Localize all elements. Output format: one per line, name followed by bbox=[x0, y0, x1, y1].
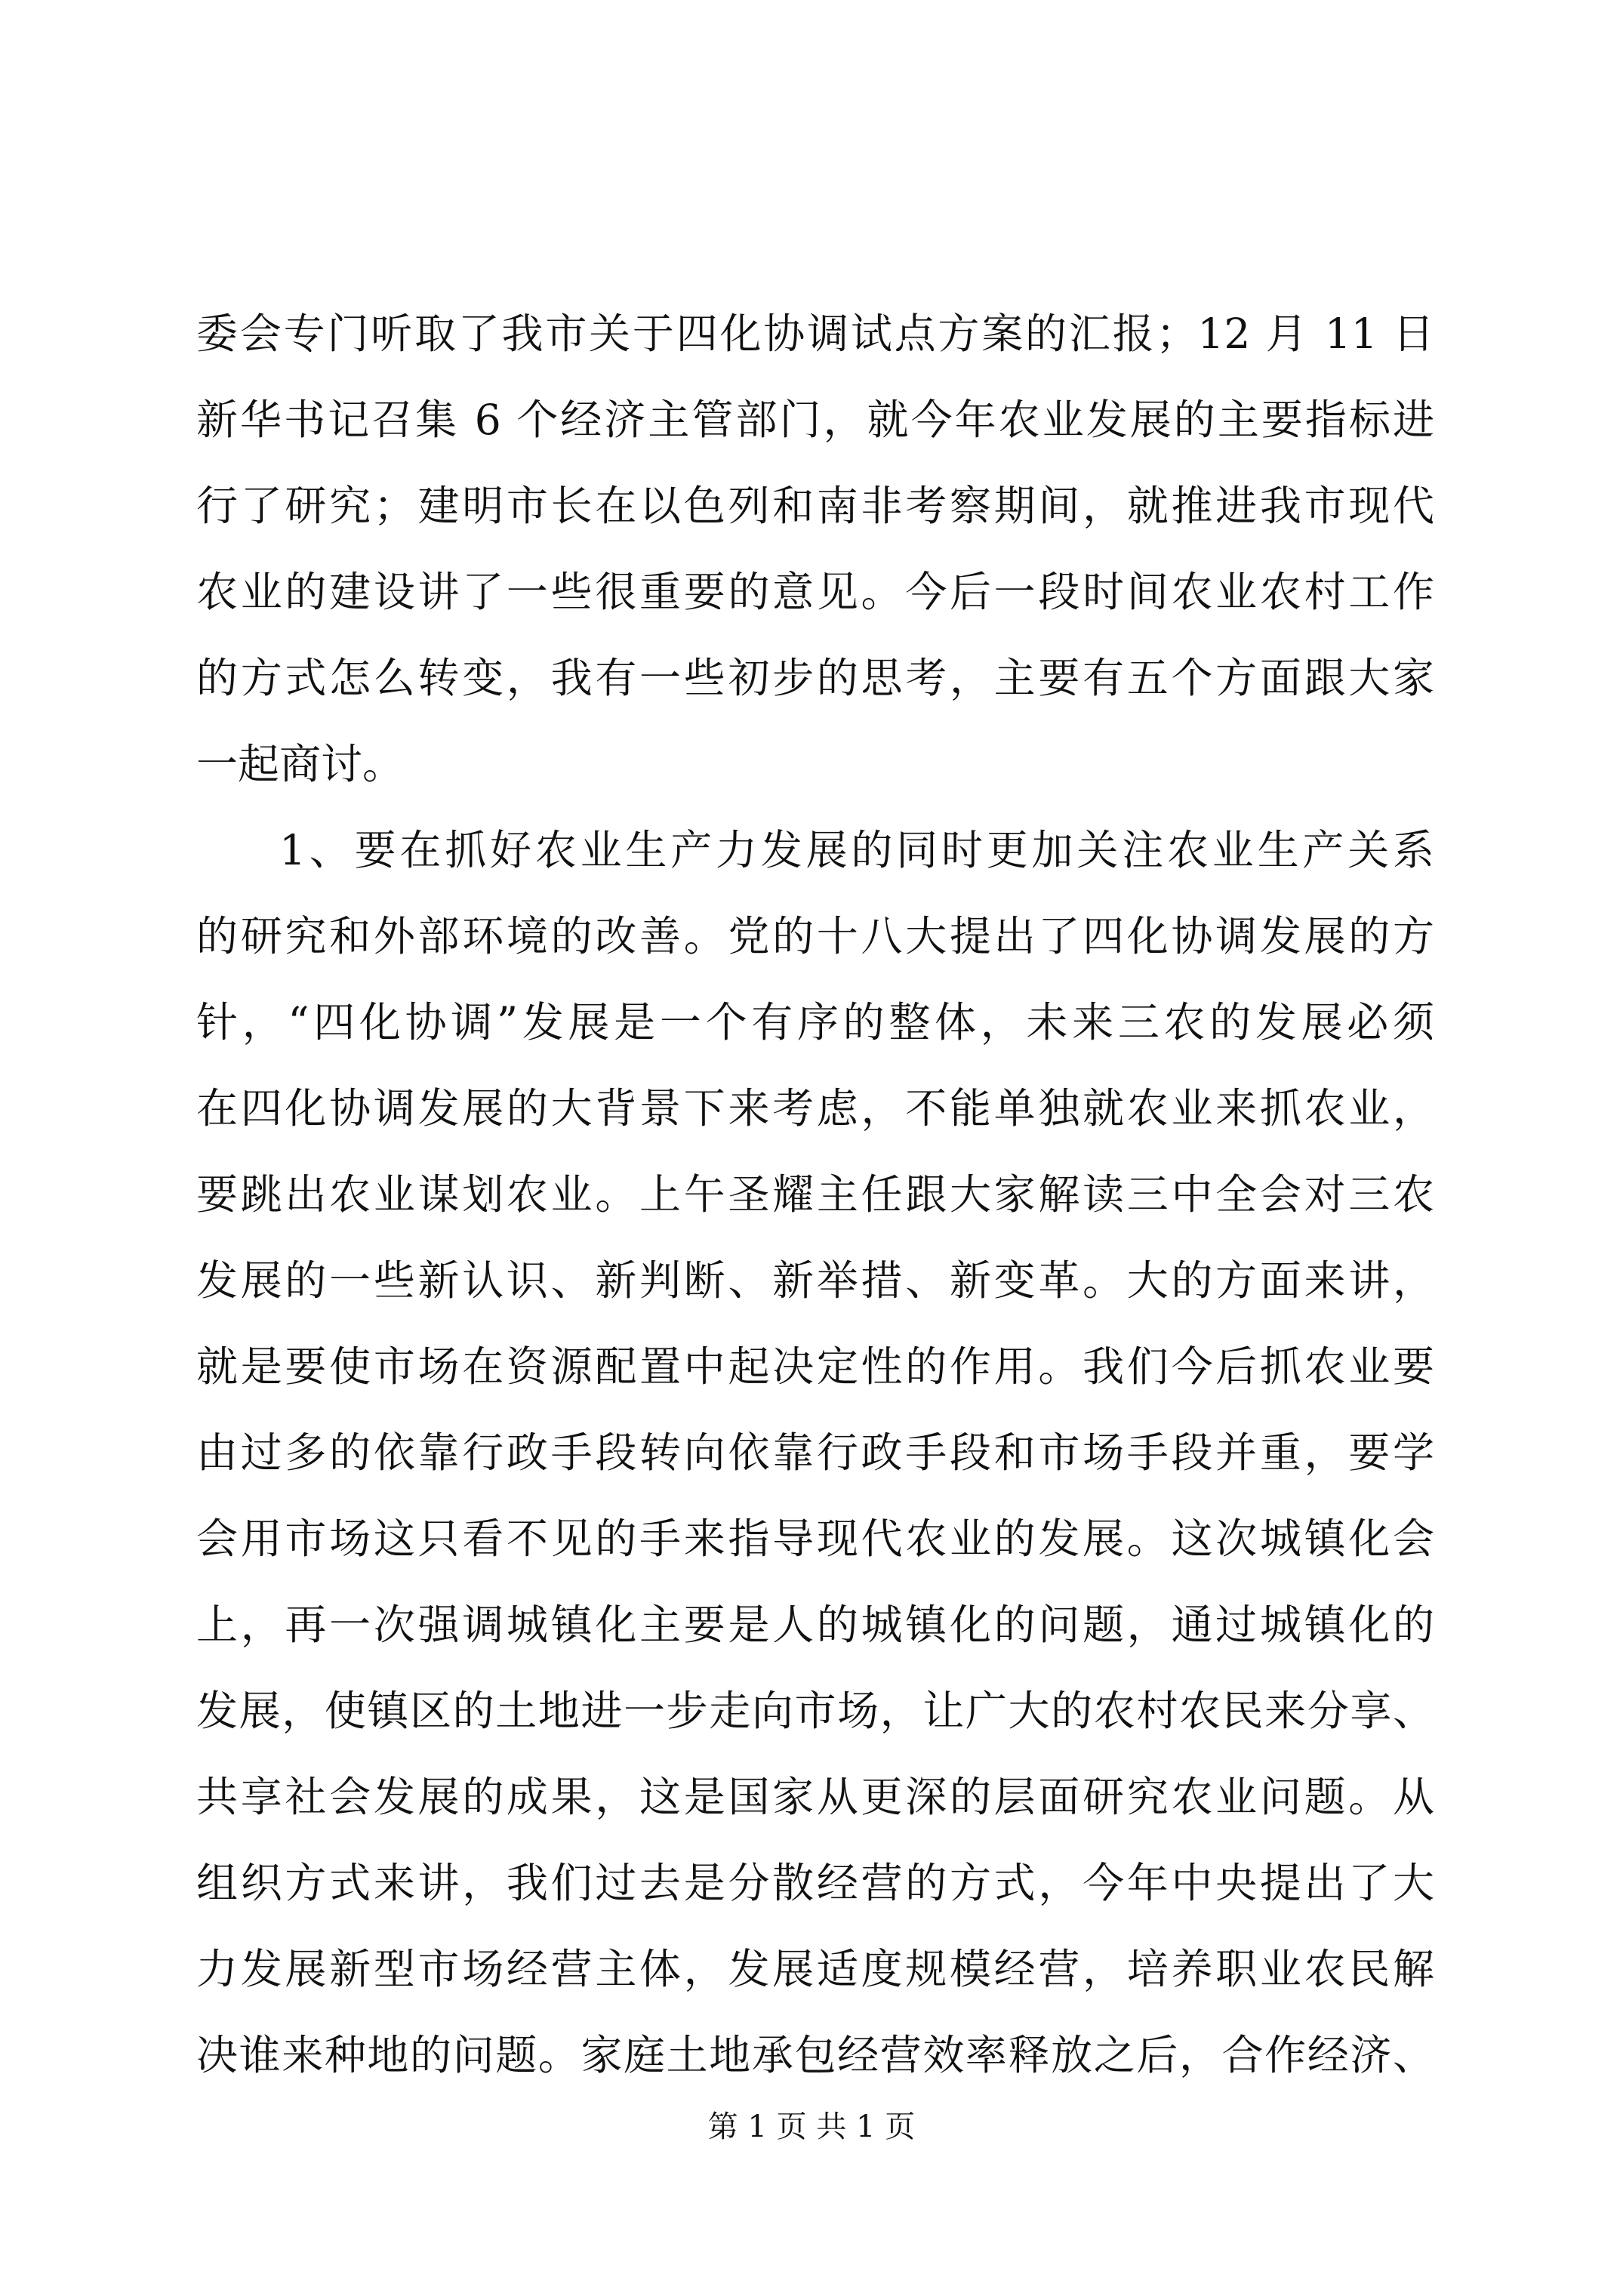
text-line: 1、要在抓好农业生产力发展的同时更加关注农业生产关系 bbox=[279, 826, 1434, 874]
text-line: 委会专门听取了我市关于四化协调试点方案的汇报；12 月 11 日 bbox=[196, 310, 1434, 358]
text-line: 的研究和外部环境的改善。党的十八大提出了四化协调发展的方 bbox=[196, 912, 1434, 960]
text-line: 组织方式来讲，我们过去是分散经营的方式，今年中央提出了大 bbox=[196, 1859, 1434, 1907]
text-line: 力发展新型市场经营主体，发展适度规模经营，培养职业农民解 bbox=[196, 1945, 1434, 1993]
text-line: 的方式怎么转变，我有一些初步的思考，主要有五个方面跟大家 bbox=[196, 654, 1434, 702]
text-line: 发展，使镇区的土地进一步走向市场，让广大的农村农民来分享、 bbox=[196, 1687, 1434, 1735]
text-line: 行了研究；建明市长在以色列和南非考察期间，就推进我市现代 bbox=[196, 482, 1434, 530]
page-number-label: 第 1 页 共 1 页 bbox=[707, 2110, 916, 2144]
text-line: 上，再一次强调城镇化主要是人的城镇化的问题，通过城镇化的 bbox=[196, 1601, 1434, 1649]
text-line: 要跳出农业谋划农业。上午圣耀主任跟大家解读三中全会对三农 bbox=[196, 1170, 1434, 1219]
text-line: 针，“四化协调”发展是一个有序的整体，未来三农的发展必须 bbox=[196, 998, 1434, 1046]
text-line: 会用市场这只看不见的手来指导现代农业的发展。这次城镇化会 bbox=[196, 1515, 1434, 1563]
document-body bbox=[196, 291, 1434, 2098]
text-line: 农业的建设讲了一些很重要的意见。今后一段时间农业农村工作 bbox=[196, 568, 1434, 616]
text-line: 发展的一些新认识、新判断、新举措、新变革。大的方面来讲， bbox=[196, 1256, 1434, 1305]
text-line: 决谁来种地的问题。家庭土地承包经营效率释放之后，合作经济、 bbox=[196, 2031, 1434, 2079]
page-footer bbox=[0, 2103, 1623, 2146]
text-line: 由过多的依靠行政手段转向依靠行政手段和市场手段并重，要学 bbox=[196, 1428, 1434, 1477]
text-line: 一起商讨。 bbox=[196, 740, 405, 788]
text-line: 在四化协调发展的大背景下来考虑，不能单独就农业来抓农业， bbox=[196, 1084, 1434, 1133]
text-line: 就是要使市场在资源配置中起决定性的作用。我们今后抓农业要 bbox=[196, 1342, 1434, 1391]
text-line: 共享社会发展的成果，这是国家从更深的层面研究农业问题。从 bbox=[196, 1773, 1434, 1821]
text-line: 新华书记召集 6 个经济主管部门，就今年农业发展的主要指标进 bbox=[196, 396, 1434, 444]
